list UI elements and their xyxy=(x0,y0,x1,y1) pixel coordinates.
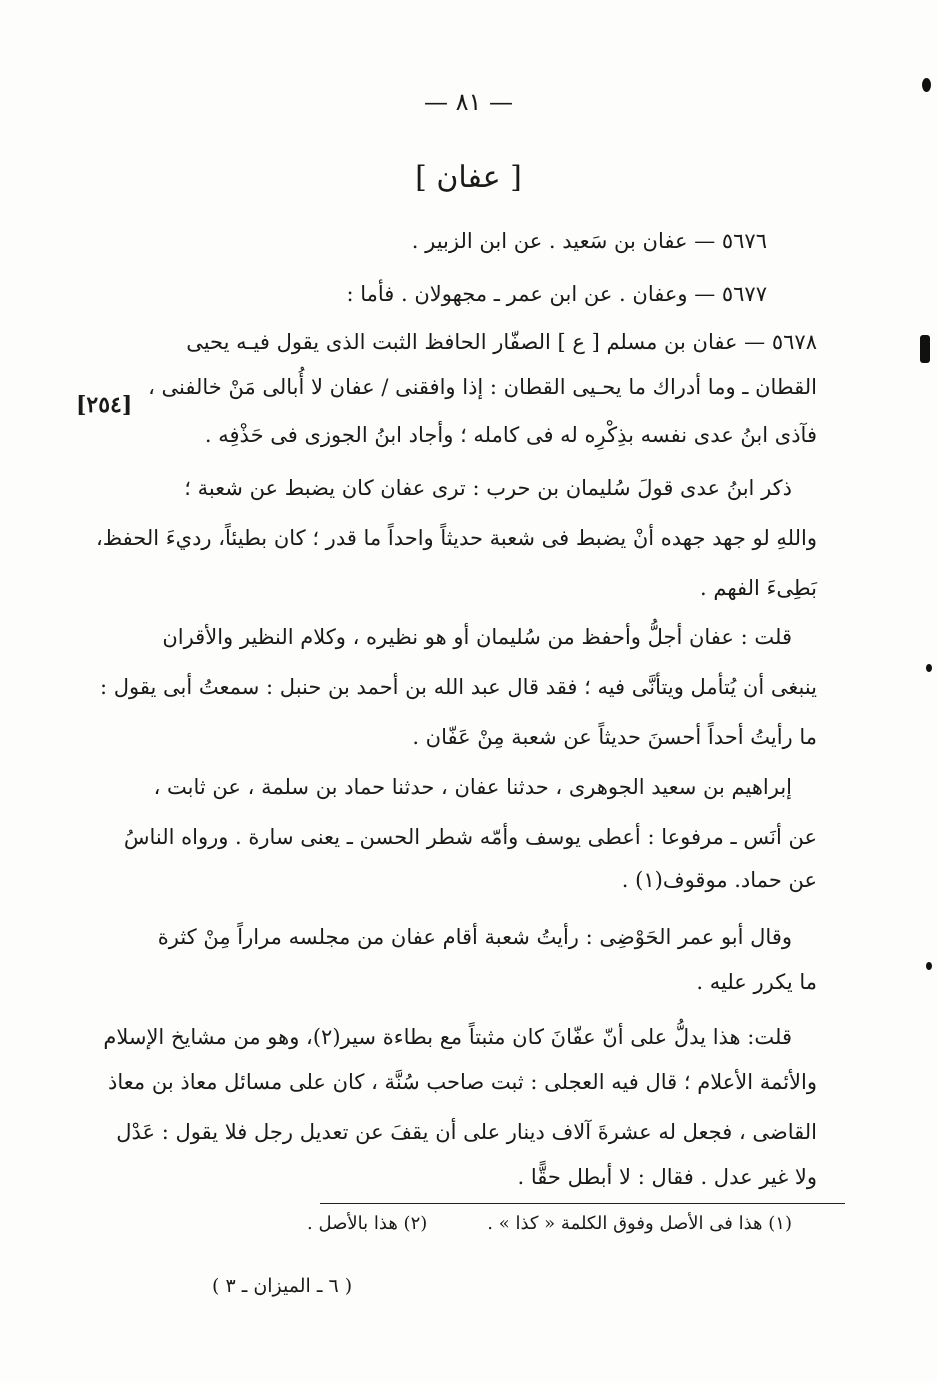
footnotes xyxy=(307,1213,792,1234)
entry-5677: ٥٦٧٧ — وعفان . عن ابن عمر ـ مجهولان . فأما : xyxy=(346,282,767,306)
margin-page-reference: [٢٥٤] xyxy=(76,392,133,418)
entry-5676: ٥٦٧٦ — عفان بن سَعيد . عن ابن الزبير . xyxy=(411,229,767,253)
footnote-1: (١) هذا فى الأصل وفوق الكلمة « كذا » . xyxy=(487,1213,792,1234)
signature-mark: ( ٦ ـ الميزان ـ ٣ ) xyxy=(212,1275,353,1297)
text-line: ولا غير عدل . فقال : لا أبطل حقًّا . xyxy=(517,1165,817,1189)
text-line: بَطِىءَ الفهم . xyxy=(700,576,817,600)
text-line: ما رأيتُ أحداً أحسنَ حديثاً عن شعبة مِنْ عَفّان . xyxy=(412,725,817,749)
scan-speck xyxy=(926,962,932,970)
text-line: ما يكرر عليه . xyxy=(696,970,817,994)
footnote-2: (٢) هذا بالأصل . xyxy=(307,1213,428,1234)
page-number: — ٨١ — xyxy=(423,88,514,116)
text-line: عن أنَس ـ مرفوعا : أعطى يوسف وأمّه شطر الحسن ـ يعنى سارة . ورواه الناسُ xyxy=(123,825,817,849)
text-line: القاضى ، فجعل له عشرةَ آلاف دينار على أن يقفَ عن تعديل رجل فلا يقول : عَدْل xyxy=(116,1120,817,1144)
scan-speck xyxy=(926,664,932,672)
entry-5678: ٥٦٧٨ — عفان بن مسلم [ ع ] الصفّار الحافظ الثبت الذى يقول فيـه يحيى xyxy=(186,330,817,354)
text-line: واللهِ لو جهد جهده أنْ يضبط فى شعبة حديثاً واحداً ما قدر ؛ كان بطيئاً، رديءَ الحفظ، xyxy=(95,526,817,550)
text-line: ينبغى أن يُتأمل ويتأنَّى فيه ؛ فقد قال عبد الله بن أحمد بن حنبل : سمعتُ أبى يقول : xyxy=(100,675,817,699)
text-line: القطان ـ وما أدراك ما يحـيى القطان : إذا وافقنى / عفان لا أُبالى مَنْ خالفنى ، xyxy=(148,375,817,399)
text-line: وقال أبو عمر الحَوْضِى : رأيتُ شعبة أقام عفان من مجلسه مراراً مِنْ كثرة xyxy=(157,925,792,949)
footnote-divider xyxy=(320,1203,845,1204)
text-line: والأئمة الأعلام ؛ قال فيه العجلى : ثبت صاحب سُنَّة ، كان على مسائل معاذ بن معاذ xyxy=(108,1070,817,1094)
section-heading: [ عفان ] xyxy=(415,160,522,195)
scan-speck xyxy=(920,335,930,363)
text-line: إبراهيم بن سعيد الجوهرى ، حدثنا عفان ، حدثنا حماد بن سلمة ، عن ثابت ، xyxy=(153,775,792,799)
text-line: قلت: هذا يدلُّ على أنّ عفّانَ كان مثبتاً مع بطاءة سير(٢)، وهو من مشايخ الإسلام xyxy=(103,1025,792,1049)
text-line: فآذى ابنُ عدى نفسه بذِكْرِه له فى كامله ؛ وأجاد ابنُ الجوزى فى حَذْفِه . xyxy=(204,423,817,447)
text-line: ذكر ابنُ عدى قولَ سُليمان بن حرب : ترى عفان كان يضبط عن شعبة ؛ xyxy=(184,476,792,500)
text-line: قلت : عفان أجلُّ وأحفظ من سُليمان أو هو نظيره ، وكلام النظير والأقران xyxy=(162,625,792,649)
scan-speck xyxy=(922,78,931,92)
text-line: عن حماد. موقوف(١) . xyxy=(621,868,817,892)
